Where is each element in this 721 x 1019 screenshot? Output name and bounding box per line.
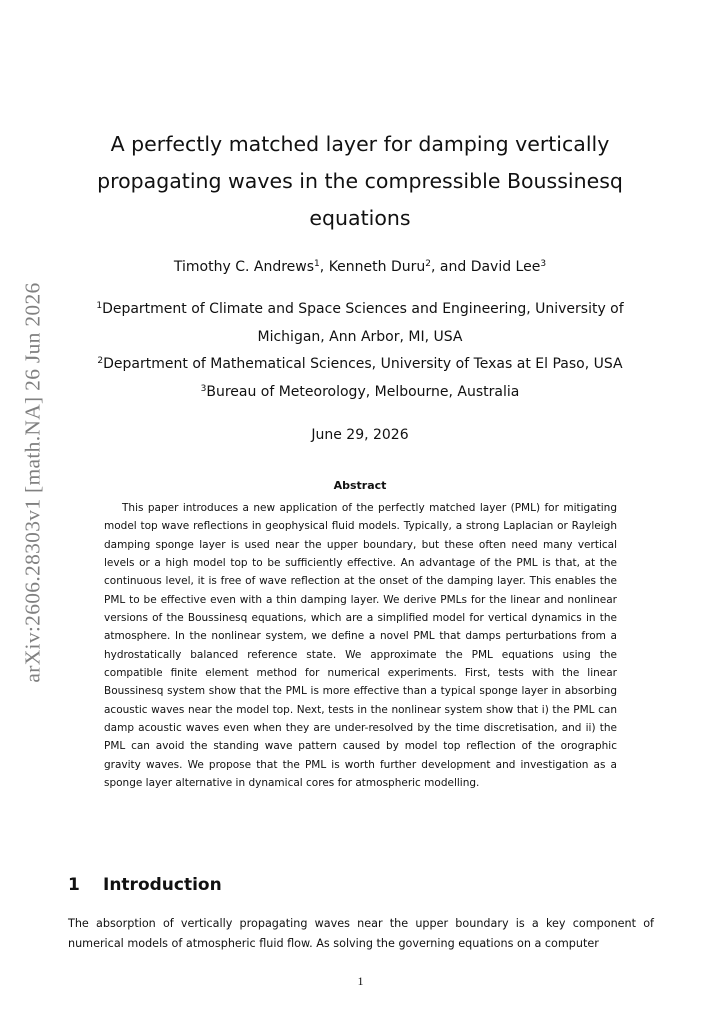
author-name: Kenneth Duru [328,259,426,275]
arxiv-identifier-text: arXiv:2606.28303v1 [math.NA] 26 Jun 2026 [20,281,45,683]
affiliation [70,379,650,407]
affiliation-mark: 2 [97,356,104,366]
section-title: Introduction [103,875,222,895]
publication-date: June 29, 2026 [311,427,409,443]
section-number: 1 [68,875,80,895]
intro-paragraph: The absorption of vertically propagating waves near the upper boundary is a key component of numerical models of atmospheric fluid flow. As solving the governing equations on a computer [68,917,654,950]
abstract-text: This paper introduces a new application of the perfectly matched layer (PML) for mitigating model top wave reflections in geophysical fluid models. Typically, a strong Laplacian or Rayleigh damping sponge layer is used near the upper boundary, but these often need many vertical levels or a high model top to be sufficiently effective. An advantage of the PML is that, at the continuous level, it is free of wave reflection at the onset of the damping layer. This enables the PML to be effective even with a thin damping layer. We derive PMLs for the linear and nonlinear versions of the Boussinesq equations, which are a simplified model for vertical dynamics in the atmosphere. In the nonlinear system, we define a novel PML that damps perturbations from a hydrostatically balanced reference state. We approximate the PML equations using the compatible finite element method for numerical experiments. First, tests with the linear Boussinesq system show that the PML is more effective than a typical sponge layer in absorbing acoustic waves near the model top. Next, tests in the nonlinear system show that i) the PML can damp acoustic waves even when they are under-resolved by the time discretisation, and ii) the PML can avoid the standing wave pattern caused by model top reflection of the orographic gravity waves. We propose that the PML is worth further development and investigation as a sponge layer alternative in dynamical cores for atmospheric modelling. [104,502,617,790]
affiliation-list [70,296,650,406]
affiliation-text: Bureau of Meteorology, Melbourne, Australia [206,383,520,400]
arxiv-identifier [8,281,58,683]
affiliation-mark: 3 [200,383,207,394]
author-separator: , and [430,259,471,275]
affiliation-mark: 1 [96,301,103,311]
abstract-heading: Abstract [333,479,387,492]
author-name: Timothy C. Andrews [173,259,315,275]
author-affiliation-mark: 1 [314,259,320,269]
affiliation-text: Department of Mathematical Sciences, University of Texas at El Paso, USA [103,356,623,372]
paper-title: A perfectly matched layer for damping vertically propagating waves in the compressible Boussinesq equations [97,132,623,230]
section-heading [68,872,222,898]
affiliation [70,351,650,379]
affiliation [70,296,650,351]
author-list [80,257,640,277]
page-number: 1 [357,974,364,988]
affiliation-text: Department of Climate and Space Sciences and Engineering, University of Michigan, Ann Arbor, MI, USA [102,301,624,345]
author-affiliation-mark: 3 [540,259,547,269]
author-name: David Lee [470,259,541,275]
author-affiliation-mark: 2 [425,259,431,269]
author-separator: , [319,259,329,275]
